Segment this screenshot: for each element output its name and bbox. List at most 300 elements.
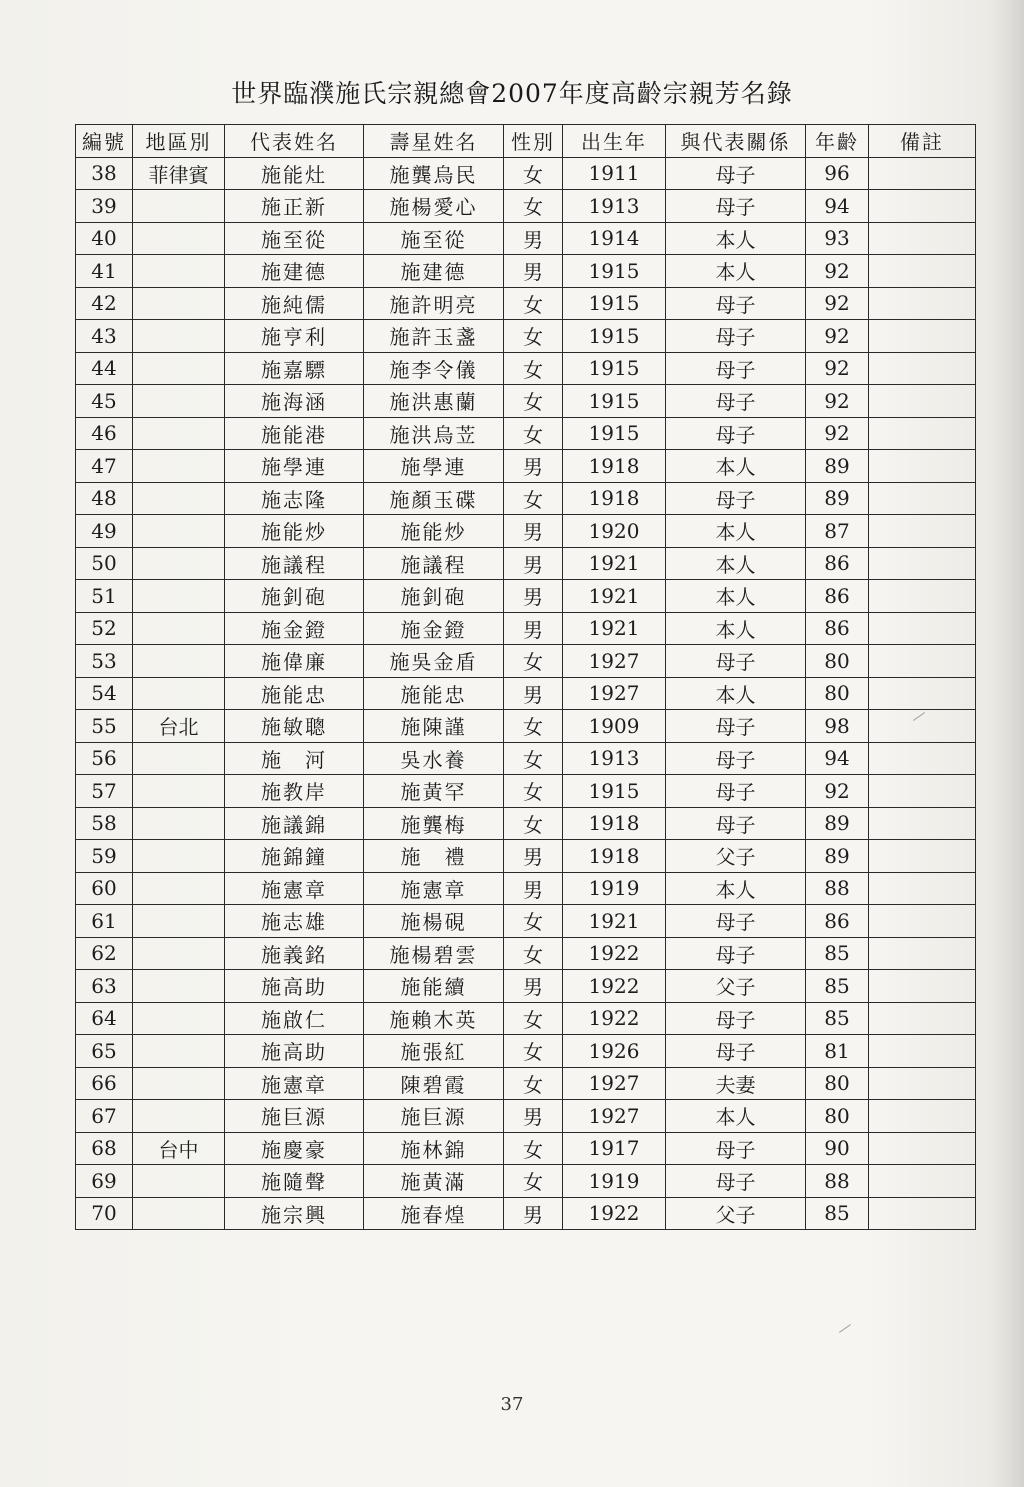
cell-elder-name: 施能炒	[364, 515, 504, 548]
cell-region	[133, 222, 225, 255]
cell-sex: 男	[504, 580, 563, 613]
cell-relation: 本人	[666, 1100, 806, 1133]
cell-relation: 母子	[666, 807, 806, 840]
cell-representative-name: 施海涵	[225, 385, 364, 418]
cell-relation: 父子	[666, 840, 806, 873]
cell-birth-year: 1921	[563, 580, 666, 613]
column-header-region: 地區別	[133, 125, 225, 158]
cell-elder-name: 吳水養	[364, 742, 504, 775]
header-row	[76, 125, 976, 158]
cell-sex: 女	[504, 905, 563, 938]
cell-number: 39	[76, 190, 133, 223]
cell-region	[133, 287, 225, 320]
cell-birth-year: 1922	[563, 970, 666, 1003]
cell-birth-year: 1915	[563, 320, 666, 353]
cell-region	[133, 937, 225, 970]
cell-region	[133, 807, 225, 840]
cell-number: 60	[76, 872, 133, 905]
cell-age: 89	[806, 807, 869, 840]
table-row	[76, 385, 976, 418]
cell-region	[133, 905, 225, 938]
cell-birth-year: 1921	[563, 547, 666, 580]
cell-representative-name: 施憲章	[225, 872, 364, 905]
cell-elder-name: 施黃滿	[364, 1165, 504, 1198]
elder-roster-table	[75, 124, 976, 1230]
cell-relation: 夫妻	[666, 1067, 806, 1100]
cell-birth-year: 1914	[563, 222, 666, 255]
cell-sex: 女	[504, 157, 563, 190]
cell-age: 86	[806, 580, 869, 613]
column-header-sex: 性別	[504, 125, 563, 158]
cell-elder-name: 施龔梅	[364, 807, 504, 840]
cell-age: 89	[806, 840, 869, 873]
cell-sex: 女	[504, 645, 563, 678]
cell-notes	[869, 352, 976, 385]
cell-elder-name: 施楊硯	[364, 905, 504, 938]
cell-region	[133, 190, 225, 223]
cell-sex: 女	[504, 482, 563, 515]
cell-elder-name: 施張紅	[364, 1035, 504, 1068]
cell-representative-name: 施宗興	[225, 1197, 364, 1230]
cell-number: 54	[76, 677, 133, 710]
cell-representative-name: 施能港	[225, 417, 364, 450]
cell-relation: 母子	[666, 775, 806, 808]
cell-region	[133, 450, 225, 483]
cell-region	[133, 742, 225, 775]
cell-sex: 女	[504, 742, 563, 775]
cell-number: 55	[76, 710, 133, 743]
table-row	[76, 222, 976, 255]
cell-representative-name: 施教岸	[225, 775, 364, 808]
cell-relation: 母子	[666, 742, 806, 775]
cell-sex: 女	[504, 807, 563, 840]
table-row	[76, 1197, 976, 1230]
cell-elder-name: 施顏玉碟	[364, 482, 504, 515]
cell-notes	[869, 807, 976, 840]
cell-region	[133, 482, 225, 515]
cell-notes	[869, 970, 976, 1003]
cell-relation: 母子	[666, 482, 806, 515]
cell-elder-name: 施許玉盞	[364, 320, 504, 353]
cell-age: 85	[806, 937, 869, 970]
table-row	[76, 775, 976, 808]
cell-sex: 男	[504, 970, 563, 1003]
cell-elder-name: 施賴木英	[364, 1002, 504, 1035]
cell-age: 92	[806, 255, 869, 288]
cell-representative-name: 施義銘	[225, 937, 364, 970]
cell-representative-name: 施金鐙	[225, 612, 364, 645]
cell-relation: 母子	[666, 905, 806, 938]
cell-number: 48	[76, 482, 133, 515]
cell-birth-year: 1922	[563, 937, 666, 970]
cell-age: 98	[806, 710, 869, 743]
column-header-age: 年齡	[806, 125, 869, 158]
table-row	[76, 255, 976, 288]
cell-age: 85	[806, 1002, 869, 1035]
cell-region	[133, 840, 225, 873]
cell-age: 92	[806, 417, 869, 450]
cell-relation: 父子	[666, 970, 806, 1003]
cell-sex: 男	[504, 840, 563, 873]
cell-birth-year: 1922	[563, 1002, 666, 1035]
cell-relation: 本人	[666, 450, 806, 483]
cell-representative-name: 施學連	[225, 450, 364, 483]
cell-representative-name: 施能灶	[225, 157, 364, 190]
cell-representative-name: 施慶豪	[225, 1132, 364, 1165]
cell-region	[133, 775, 225, 808]
cell-region	[133, 645, 225, 678]
table-row	[76, 645, 976, 678]
cell-notes	[869, 1132, 976, 1165]
cell-relation: 本人	[666, 515, 806, 548]
cell-elder-name: 施能忠	[364, 677, 504, 710]
cell-elder-name: 施巨源	[364, 1100, 504, 1133]
page-number: 37	[500, 1394, 524, 1415]
cell-notes	[869, 775, 976, 808]
cell-elder-name: 施春煌	[364, 1197, 504, 1230]
cell-birth-year: 1921	[563, 905, 666, 938]
cell-sex: 女	[504, 1035, 563, 1068]
cell-notes	[869, 255, 976, 288]
table-row	[76, 547, 976, 580]
cell-representative-name: 施議錦	[225, 807, 364, 840]
cell-number: 52	[76, 612, 133, 645]
cell-elder-name: 施 禮	[364, 840, 504, 873]
cell-region	[133, 677, 225, 710]
cell-relation: 母子	[666, 1035, 806, 1068]
table-row	[76, 1165, 976, 1198]
cell-sex: 男	[504, 677, 563, 710]
cell-notes	[869, 872, 976, 905]
cell-elder-name: 施李令儀	[364, 352, 504, 385]
table-row	[76, 417, 976, 450]
cell-number: 51	[76, 580, 133, 613]
cell-age: 80	[806, 677, 869, 710]
cell-region	[133, 1067, 225, 1100]
cell-notes	[869, 1067, 976, 1100]
cell-region	[133, 352, 225, 385]
table-row	[76, 515, 976, 548]
cell-representative-name: 施錦鐘	[225, 840, 364, 873]
cell-sex: 男	[504, 872, 563, 905]
cell-sex: 女	[504, 287, 563, 320]
cell-number: 47	[76, 450, 133, 483]
cell-number: 46	[76, 417, 133, 450]
cell-birth-year: 1927	[563, 1100, 666, 1133]
cell-elder-name: 施黃罕	[364, 775, 504, 808]
cell-elder-name: 施金鐙	[364, 612, 504, 645]
cell-region	[133, 1002, 225, 1035]
cell-representative-name: 施建德	[225, 255, 364, 288]
cell-relation: 母子	[666, 385, 806, 418]
cell-age: 88	[806, 1165, 869, 1198]
cell-age: 92	[806, 385, 869, 418]
cell-elder-name: 施陳謹	[364, 710, 504, 743]
cell-representative-name: 施高助	[225, 970, 364, 1003]
cell-number: 63	[76, 970, 133, 1003]
cell-region	[133, 1035, 225, 1068]
cell-birth-year: 1915	[563, 255, 666, 288]
cell-number: 40	[76, 222, 133, 255]
cell-relation: 本人	[666, 872, 806, 905]
table-row	[76, 352, 976, 385]
cell-region: 菲律賓	[133, 157, 225, 190]
cell-birth-year: 1927	[563, 645, 666, 678]
table-row	[76, 1100, 976, 1133]
cell-representative-name: 施高助	[225, 1035, 364, 1068]
cell-number: 49	[76, 515, 133, 548]
cell-sex: 女	[504, 1002, 563, 1035]
cell-sex: 男	[504, 547, 563, 580]
table-row	[76, 807, 976, 840]
cell-notes	[869, 482, 976, 515]
cell-birth-year: 1915	[563, 352, 666, 385]
cell-elder-name: 施洪烏苙	[364, 417, 504, 450]
cell-region	[133, 417, 225, 450]
cell-relation: 本人	[666, 547, 806, 580]
cell-relation: 母子	[666, 937, 806, 970]
cell-age: 85	[806, 970, 869, 1003]
cell-region: 台中	[133, 1132, 225, 1165]
cell-notes	[869, 612, 976, 645]
cell-notes	[869, 580, 976, 613]
table-row	[76, 840, 976, 873]
cell-representative-name: 施嘉驃	[225, 352, 364, 385]
cell-number: 66	[76, 1067, 133, 1100]
cell-number: 58	[76, 807, 133, 840]
cell-birth-year: 1911	[563, 157, 666, 190]
cell-relation: 本人	[666, 612, 806, 645]
cell-sex: 女	[504, 190, 563, 223]
cell-representative-name: 施憲章	[225, 1067, 364, 1100]
table-body	[76, 157, 976, 1230]
cell-relation: 母子	[666, 1132, 806, 1165]
cell-sex: 女	[504, 385, 563, 418]
cell-relation: 父子	[666, 1197, 806, 1230]
cell-elder-name: 施許明亮	[364, 287, 504, 320]
cell-number: 41	[76, 255, 133, 288]
cell-age: 80	[806, 1100, 869, 1133]
cell-relation: 母子	[666, 320, 806, 353]
cell-representative-name: 施正新	[225, 190, 364, 223]
cell-elder-name: 施學連	[364, 450, 504, 483]
cell-birth-year: 1921	[563, 612, 666, 645]
cell-representative-name: 施巨源	[225, 1100, 364, 1133]
cell-representative-name: 施 河	[225, 742, 364, 775]
cell-number: 62	[76, 937, 133, 970]
cell-age: 92	[806, 352, 869, 385]
cell-region	[133, 1165, 225, 1198]
cell-age: 85	[806, 1197, 869, 1230]
cell-age: 80	[806, 645, 869, 678]
column-header-relation: 與代表關係	[666, 125, 806, 158]
cell-representative-name: 施偉廉	[225, 645, 364, 678]
cell-representative-name: 施隨聲	[225, 1165, 364, 1198]
cell-region	[133, 612, 225, 645]
cell-sex: 女	[504, 352, 563, 385]
cell-sex: 男	[504, 222, 563, 255]
cell-age: 94	[806, 190, 869, 223]
cell-notes	[869, 190, 976, 223]
cell-elder-name: 施楊碧雲	[364, 937, 504, 970]
cell-birth-year: 1915	[563, 385, 666, 418]
cell-elder-name: 施林錦	[364, 1132, 504, 1165]
cell-relation: 本人	[666, 677, 806, 710]
cell-number: 50	[76, 547, 133, 580]
cell-elder-name: 施至從	[364, 222, 504, 255]
cell-number: 53	[76, 645, 133, 678]
scan-mark	[839, 1324, 851, 1333]
cell-relation: 母子	[666, 1165, 806, 1198]
cell-sex: 女	[504, 1067, 563, 1100]
cell-number: 69	[76, 1165, 133, 1198]
cell-number: 59	[76, 840, 133, 873]
cell-number: 38	[76, 157, 133, 190]
cell-region	[133, 970, 225, 1003]
cell-relation: 母子	[666, 710, 806, 743]
cell-sex: 男	[504, 1100, 563, 1133]
cell-birth-year: 1918	[563, 840, 666, 873]
cell-region: 台北	[133, 710, 225, 743]
cell-age: 90	[806, 1132, 869, 1165]
cell-age: 92	[806, 287, 869, 320]
cell-age: 92	[806, 320, 869, 353]
cell-notes	[869, 742, 976, 775]
cell-notes	[869, 547, 976, 580]
cell-number: 56	[76, 742, 133, 775]
page-edge-shadow	[990, 0, 1024, 1487]
cell-region	[133, 320, 225, 353]
cell-number: 67	[76, 1100, 133, 1133]
table-row	[76, 1035, 976, 1068]
cell-elder-name: 施能續	[364, 970, 504, 1003]
cell-notes	[869, 905, 976, 938]
cell-notes	[869, 937, 976, 970]
cell-relation: 母子	[666, 645, 806, 678]
cell-age: 93	[806, 222, 869, 255]
cell-relation: 本人	[666, 222, 806, 255]
cell-relation: 母子	[666, 287, 806, 320]
document-title: 世界臨濮施氏宗親總會2007年度高齡宗親芳名錄	[231, 79, 793, 108]
cell-region	[133, 1100, 225, 1133]
cell-number: 57	[76, 775, 133, 808]
cell-age: 86	[806, 612, 869, 645]
cell-age: 86	[806, 905, 869, 938]
cell-age: 89	[806, 482, 869, 515]
cell-age: 88	[806, 872, 869, 905]
table-row	[76, 482, 976, 515]
cell-birth-year: 1918	[563, 450, 666, 483]
cell-representative-name: 施至從	[225, 222, 364, 255]
cell-representative-name: 施能忠	[225, 677, 364, 710]
cell-birth-year: 1918	[563, 807, 666, 840]
cell-birth-year: 1909	[563, 710, 666, 743]
cell-relation: 母子	[666, 417, 806, 450]
cell-notes	[869, 1197, 976, 1230]
cell-notes	[869, 677, 976, 710]
table-row	[76, 450, 976, 483]
table-row	[76, 710, 976, 743]
cell-representative-name: 施亨利	[225, 320, 364, 353]
table-row	[76, 905, 976, 938]
cell-birth-year: 1913	[563, 190, 666, 223]
cell-sex: 女	[504, 1132, 563, 1165]
cell-region	[133, 580, 225, 613]
column-header-representative: 代表姓名	[225, 125, 364, 158]
cell-region	[133, 255, 225, 288]
cell-region	[133, 515, 225, 548]
table-row	[76, 287, 976, 320]
cell-birth-year: 1917	[563, 1132, 666, 1165]
cell-elder-name: 施洪惠蘭	[364, 385, 504, 418]
cell-number: 43	[76, 320, 133, 353]
cell-birth-year: 1915	[563, 417, 666, 450]
cell-birth-year: 1918	[563, 482, 666, 515]
cell-notes	[869, 515, 976, 548]
cell-birth-year: 1915	[563, 775, 666, 808]
cell-notes	[869, 222, 976, 255]
column-header-number: 編號	[76, 125, 133, 158]
cell-age: 89	[806, 450, 869, 483]
cell-sex: 男	[504, 450, 563, 483]
cell-sex: 男	[504, 255, 563, 288]
cell-relation: 本人	[666, 255, 806, 288]
cell-birth-year: 1927	[563, 1067, 666, 1100]
table-row	[76, 677, 976, 710]
cell-elder-name: 施楊愛心	[364, 190, 504, 223]
table-row	[76, 190, 976, 223]
cell-representative-name: 施釗砲	[225, 580, 364, 613]
cell-sex: 女	[504, 937, 563, 970]
cell-sex: 男	[504, 612, 563, 645]
cell-representative-name: 施能炒	[225, 515, 364, 548]
table-row	[76, 580, 976, 613]
cell-elder-name: 施釗砲	[364, 580, 504, 613]
cell-notes	[869, 417, 976, 450]
column-header-notes: 備註	[869, 125, 976, 158]
cell-relation: 母子	[666, 190, 806, 223]
cell-notes	[869, 450, 976, 483]
cell-age: 94	[806, 742, 869, 775]
cell-sex: 女	[504, 320, 563, 353]
cell-birth-year: 1919	[563, 1165, 666, 1198]
cell-region	[133, 1197, 225, 1230]
cell-sex: 男	[504, 515, 563, 548]
cell-number: 42	[76, 287, 133, 320]
cell-number: 65	[76, 1035, 133, 1068]
column-header-elder: 壽星姓名	[364, 125, 504, 158]
cell-notes	[869, 645, 976, 678]
cell-sex: 男	[504, 1197, 563, 1230]
cell-notes	[869, 287, 976, 320]
cell-relation: 母子	[666, 1002, 806, 1035]
table-row	[76, 320, 976, 353]
cell-birth-year: 1927	[563, 677, 666, 710]
table-row	[76, 970, 976, 1003]
cell-birth-year: 1913	[563, 742, 666, 775]
table-row	[76, 937, 976, 970]
cell-age: 92	[806, 775, 869, 808]
cell-elder-name: 陳碧霞	[364, 1067, 504, 1100]
cell-region	[133, 385, 225, 418]
cell-representative-name: 施志雄	[225, 905, 364, 938]
cell-number: 70	[76, 1197, 133, 1230]
cell-representative-name: 施啟仁	[225, 1002, 364, 1035]
cell-birth-year: 1915	[563, 287, 666, 320]
cell-relation: 本人	[666, 580, 806, 613]
table-row	[76, 157, 976, 190]
cell-age: 87	[806, 515, 869, 548]
